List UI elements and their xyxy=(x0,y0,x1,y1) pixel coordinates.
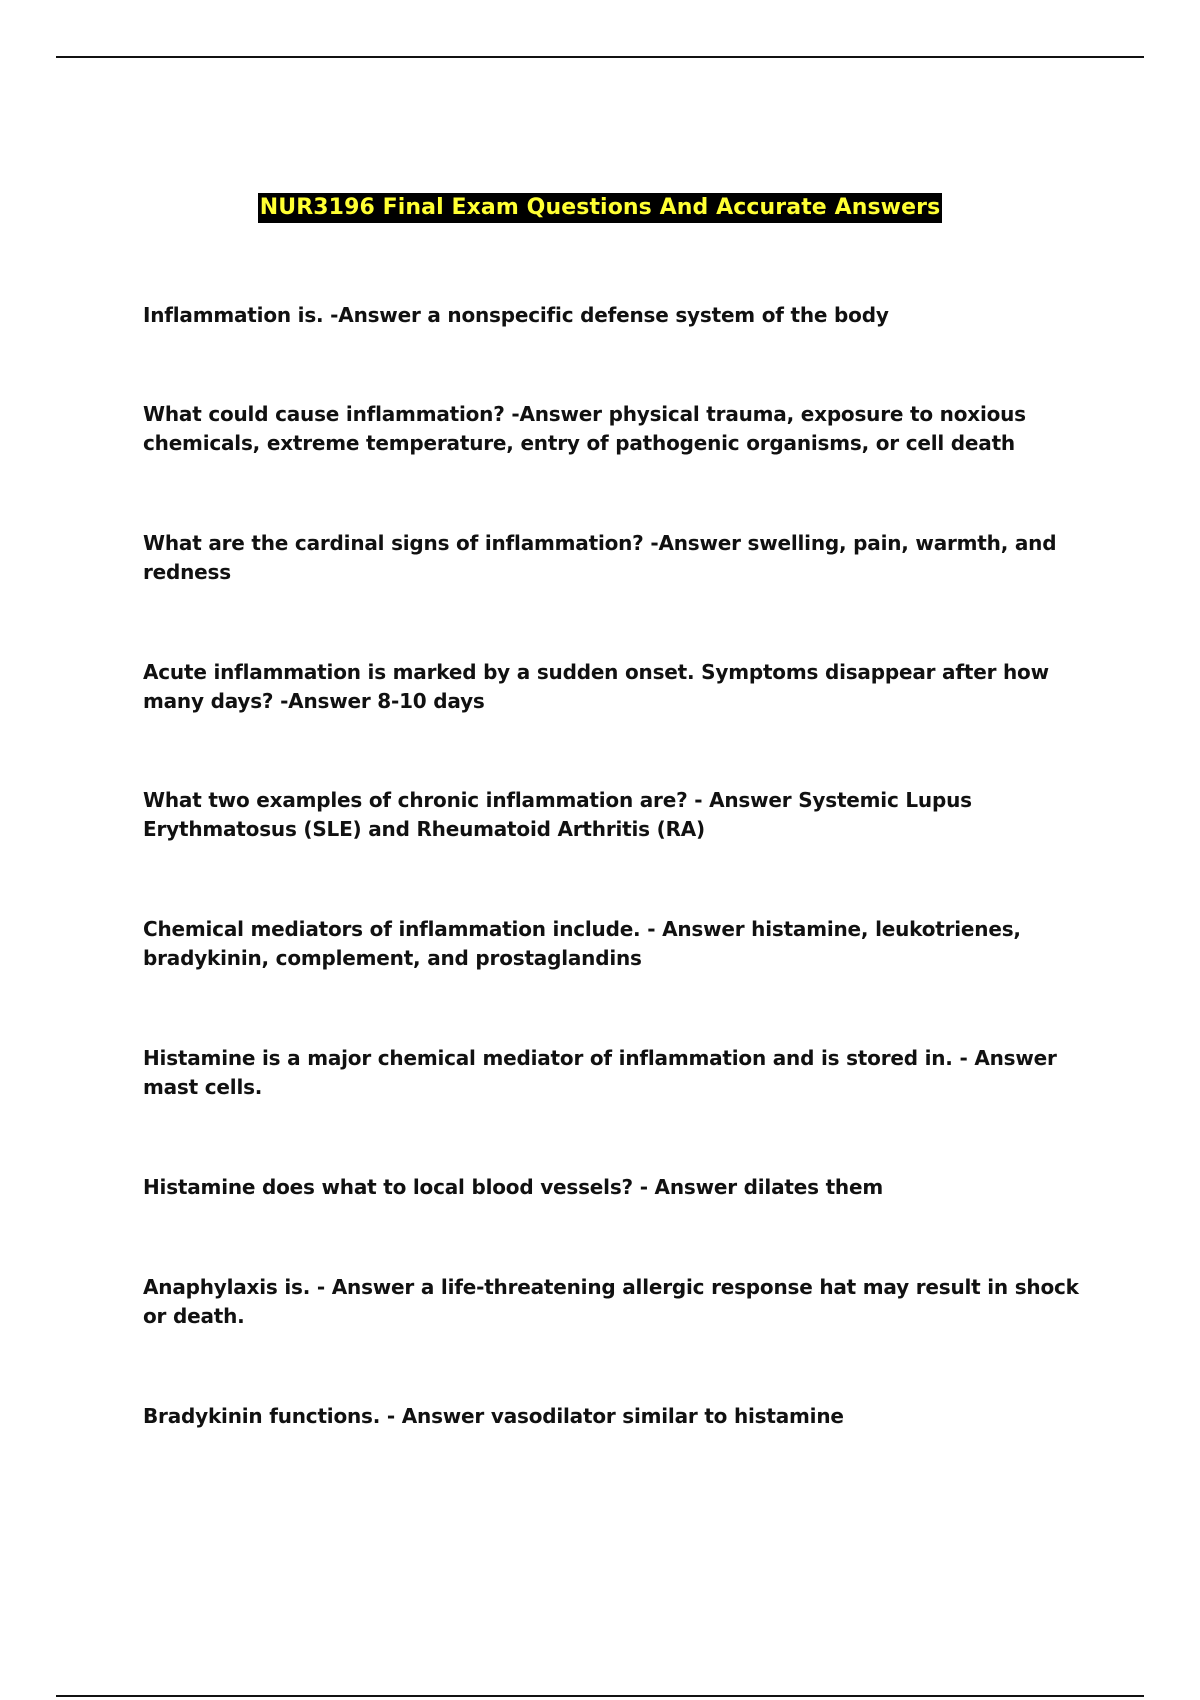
qa-item-10: Bradykinin functions. - Answer vasodilator similar to histamine xyxy=(143,1404,844,1428)
bottom-rule xyxy=(56,1695,1144,1697)
qa-item-3: What are the cardinal signs of inflammation? -Answer swelling, pain, warmth, and redness xyxy=(143,531,1057,584)
qa-item-6: Chemical mediators of inflammation include. - Answer histamine, leukotrienes, bradykinin, complement, and prostaglandins xyxy=(143,917,1021,970)
qa-item-1: Inflammation is. -Answer a nonspecific defense system of the body xyxy=(143,303,889,327)
qa-item-5: What two examples of chronic inflammation are? - Answer Systemic Lupus Erythmatosus (SLE) and Rheumatoid Arthritis (RA) xyxy=(143,788,972,841)
qa-item-4: Acute inflammation is marked by a sudden onset. Symptoms disappear after how many days? -Answer 8-10 days xyxy=(143,660,1049,713)
title-container xyxy=(0,193,1200,223)
qa-item-2: What could cause inflammation? -Answer physical trauma, exposure to noxious chemicals, extreme temperature, entry of pathogenic organisms, or cell death xyxy=(143,402,1026,455)
top-rule xyxy=(56,56,1144,58)
qa-item-9: Anaphylaxis is. - Answer a life-threatening allergic response hat may result in shock or death. xyxy=(143,1275,1079,1328)
qa-item-8: Histamine does what to local blood vessels? - Answer dilates them xyxy=(143,1175,883,1199)
document-title: NUR3196 Final Exam Questions And Accurate Answers xyxy=(258,193,943,223)
qa-item-7: Histamine is a major chemical mediator of inflammation and is stored in. - Answer mast cells. xyxy=(143,1046,1057,1099)
